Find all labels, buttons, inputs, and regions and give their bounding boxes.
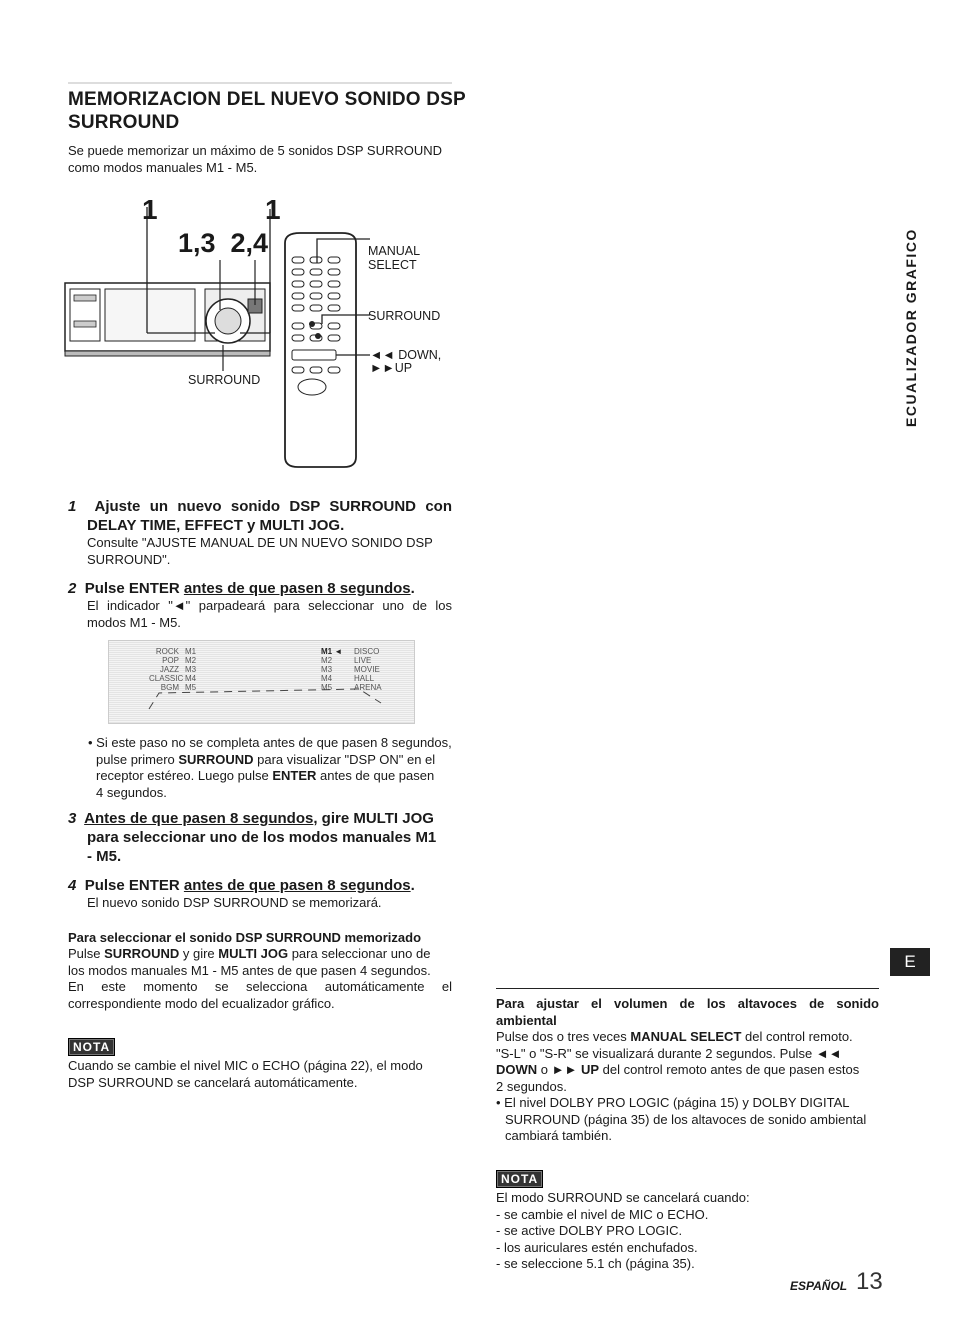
step-2-body-a: El indicador "◄" parpadeará para seleccionar uno de los (87, 598, 452, 613)
step-4-title-end: . (410, 877, 415, 894)
step-marker-13-24: 1,3 2,4 (178, 228, 269, 258)
step-2-body-b: modos M1 - M5. (87, 614, 181, 630)
page-number: 13 (856, 1268, 883, 1295)
step-3 (68, 809, 452, 866)
step-2 (68, 579, 452, 631)
step-3-title-c: - M5. (87, 848, 122, 865)
step-marker-1a: 1 (142, 194, 158, 225)
step-1-number: 1 (68, 498, 77, 515)
step-4-title-underlined: antes de que pasen 8 segundos (183, 877, 411, 894)
nota-1-text: Cuando se cambie el nivel MIC o ECHO (página 22), el modo DSP SURROUND se cancelará automáticamente. (68, 1058, 423, 1090)
step-marker-1b: 1 (265, 194, 281, 225)
label-up: ►►UP (370, 361, 413, 375)
step-4-body: El nuevo sonido DSP SURROUND se memorizará. (87, 895, 382, 910)
step-1-title-b: DELAY TIME, EFFECT y MULTI JOG. (87, 517, 345, 534)
section-title: MEMORIZACION DEL NUEVO SONIDO DSP SURROUND (68, 89, 466, 133)
label-select: SELECT (368, 258, 417, 272)
label-down: ◄◄ DOWN, (370, 348, 442, 362)
label-manual: MANUAL (368, 244, 421, 258)
lcd-left-col1: ROCK POP JAZZ CLASSIC BGM (149, 647, 184, 692)
nota-badge-1: NOTA (68, 1038, 115, 1056)
step-2-title-a: Pulse ENTER (84, 580, 184, 597)
step-2-title-end: . (410, 580, 415, 597)
recall-section: Para seleccionar el sonido DSP SURROUND memorizado Pulse SURROUND y gire MULTI JOG para seleccionar uno de los modos manuales M1 - M5 antes de que pasen 4 segundos. En este momento se selecciona automáticamente el correspondiente modo del ecualizador gráfico. (68, 930, 452, 1011)
nota-2-text: El modo SURROUND se cancelará cuando: - se cambie el nivel de MIC o ECHO. - se active DOLBY PRO LOGIC. - los auriculares estén enchufados. - se seleccione 5.1 ch (página 35). (496, 1190, 750, 1271)
step-2-note: • Si este paso no se completa antes de que pasen 8 segundos, pulse primero SURROUND para visualizar "DSP ON" en el receptor estéreo. Luego pulse ENTER antes de que pasen 4 segundos. (88, 735, 452, 800)
step-1-body-b: SURROUND". (87, 551, 171, 567)
step-3-title-a: , gire MULTI JOG (313, 810, 434, 827)
footer-language: ESPAÑOL (790, 1279, 848, 1293)
step-3-title-underlined: Antes de que pasen 8 segundos (84, 810, 314, 827)
step-2-title-underlined: antes de que pasen 8 segundos (183, 580, 411, 597)
lcd-display (108, 640, 415, 724)
step-3-number: 3 (68, 810, 77, 827)
nota-badge-2: NOTA (496, 1170, 543, 1188)
lcd-left-col2: M1 M2 M3 M4 M5 (185, 647, 197, 692)
step-1-title-a: Ajuste un nuevo sonido DSP SURROUND con (94, 498, 453, 515)
step-1-body-a: Consulte "AJUSTE MANUAL DE UN NUEVO SONIDO DSP (87, 535, 433, 550)
step-4 (68, 876, 452, 912)
step-4-title-a: Pulse ENTER (84, 877, 184, 894)
label-surround-unit: SURROUND (188, 373, 261, 387)
lcd-right-col1: M1 ◄ M2 M3 M4 M5 (321, 647, 343, 692)
label-surround-remote: SURROUND (368, 309, 441, 323)
surround-volume-section: Para ajustar el volumen de los altavoces de sonido ambiental Pulse dos o tres veces MANUAL SELECT del control remoto. "S-L" o "S-R" se visualizará durante 2 segundos. Pulse ◄◄ DOWN o ►► UP del control remoto antes de que pasen estos 2 segundos. • El nivel DOLBY PRO LOGIC (página 15) y DOLBY DIGITAL SURROUND (página 35) de los altavoces de sonido ambiental cambiará también. (496, 996, 879, 1143)
lcd-dashed-outline (109, 641, 414, 723)
right-rule (496, 988, 879, 989)
title-rule (68, 82, 452, 84)
lcd-right-col2: DISCO LIVE MOVIE HALL ARENA (354, 647, 382, 692)
recall-heading: Para seleccionar el sonido DSP SURROUND memorizado (68, 930, 422, 945)
step-2-number: 2 (68, 580, 77, 597)
step-4-number: 4 (68, 877, 77, 894)
intro-text: Se puede memorizar un máximo de 5 sonidos DSP SURROUND como modos manuales M1 - M5. (68, 143, 443, 175)
side-tab-ecualizador: ECUALIZADOR GRAFICO (903, 228, 919, 428)
device-figure (60, 195, 460, 475)
language-tab-e: E (890, 948, 930, 976)
step-1 (68, 497, 452, 568)
step-3-title-b: para seleccionar uno de los modos manuales M1 (87, 829, 437, 846)
